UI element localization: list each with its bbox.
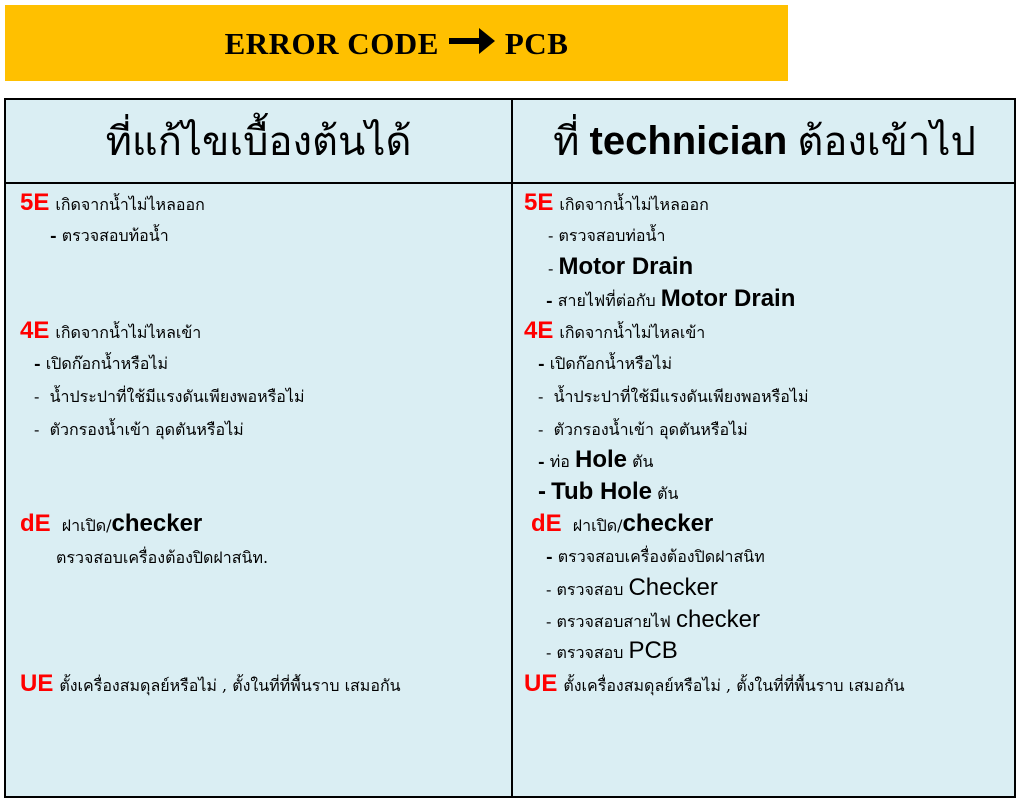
left-de-item-text: ตรวจสอบเครื่องต้องปิดฝาสนิท. (56, 548, 269, 567)
left-de-desc-en: checker (111, 510, 203, 537)
dash: - (546, 643, 552, 662)
right-header-word: technician (589, 118, 788, 163)
dash: - (50, 226, 57, 245)
right-de-desc-en: checker (622, 510, 714, 537)
dash: - (546, 291, 553, 310)
left-5e-item (50, 222, 169, 250)
error-code-table (4, 98, 1016, 798)
left-4e-item-text: ตัวกรองน้ำเข้า อุดตันหรือไม่ (49, 420, 244, 439)
right-ue-row (524, 670, 905, 700)
right-de-item (546, 574, 718, 604)
left-5e-item-text: ตรวจสอบท้อน้ำ (61, 226, 169, 245)
left-4e-item (34, 350, 168, 378)
dash: - (34, 420, 40, 439)
right-4e-item (538, 478, 678, 508)
code-de: dE (20, 510, 51, 537)
left-de-desc-thai: ฝาเปิด/ (61, 516, 112, 535)
right-header-suffix: ต้องเข้าไป (797, 119, 976, 164)
right-5e-item-en: Motor Drain (660, 285, 796, 312)
dash: - (546, 612, 552, 631)
right-4e-item (538, 350, 672, 378)
right-4e-item (538, 446, 653, 476)
left-4e-item-text: เปิดก๊อกน้ำหรือไม่ (45, 354, 168, 373)
title-banner (5, 5, 788, 81)
left-4e-item-text: น้ำประปาที่ใช้มีแรงดันเพียงพอหรือไม่ (49, 387, 305, 406)
dash: - (34, 354, 41, 373)
code-5e: 5E (20, 189, 50, 216)
dash: - (34, 387, 40, 406)
right-5e-item (548, 253, 693, 283)
right-4e-item-en: Hole (574, 446, 627, 473)
right-4e-item-en: Tub Hole (551, 478, 652, 505)
left-5e-desc: เกิดจากน้ำไม่ไหลออก (55, 195, 205, 214)
dash: - (546, 547, 553, 566)
dash: - (538, 387, 544, 406)
right-4e-item (538, 383, 809, 411)
left-4e-item (34, 383, 305, 411)
dash: - (546, 580, 552, 599)
dash: - (538, 478, 546, 505)
right-de-desc-thai: ฝาเปิด/ (572, 516, 623, 535)
right-4e-item-text: ท่อ (549, 452, 570, 471)
right-5e-desc: เกิดจากน้ำไม่ไหลออก (559, 195, 709, 214)
left-ue-row (20, 670, 401, 700)
left-4e-row (20, 317, 201, 347)
right-de-item-en: Checker (628, 574, 718, 601)
right-arrow-icon (449, 25, 495, 57)
right-4e-row (524, 317, 705, 347)
left-ue-desc: ตั้งเครื่องสมดุลย์หรือไม่ , ตั้งในที่ที่พื้นราบ เสมอกัน (59, 676, 401, 695)
header-divider (6, 182, 1014, 184)
right-de-row (531, 510, 713, 540)
column-divider (511, 100, 513, 796)
title-left: ERROR CODE (224, 25, 439, 61)
right-de-item (546, 543, 765, 571)
right-5e-item-text: ตรวจสอบท่อน้ำ (558, 226, 666, 245)
right-5e-item-text: Motor Drain (558, 253, 694, 280)
right-4e-item-post: ตัน (632, 452, 654, 471)
right-de-item (546, 637, 678, 667)
left-5e-row (20, 189, 205, 219)
right-de-item-text: ตรวจสอบ (556, 643, 624, 662)
right-header-prefix: ที่ (553, 119, 580, 164)
right-4e-desc: เกิดจากน้ำไม่ไหลเข้า (559, 323, 706, 342)
left-de-row (20, 510, 202, 540)
right-ue-desc: ตั้งเครื่องสมดุลย์หรือไม่ , ตั้งในที่ที่พื้นราบ เสมอกัน (563, 676, 905, 695)
right-4e-item-post: ตัน (657, 484, 679, 503)
right-de-item (546, 606, 760, 636)
right-4e-item-text: ตัวกรองน้ำเข้า อุดตันหรือไม่ (553, 420, 748, 439)
right-4e-item-text: น้ำประปาที่ใช้มีแรงดันเพียงพอหรือไม่ (553, 387, 809, 406)
code-de: dE (531, 510, 562, 537)
title-right: PCB (504, 25, 569, 61)
left-de-item (56, 544, 268, 572)
code-4e: 4E (524, 317, 554, 344)
right-5e-item (546, 285, 795, 315)
code-4e: 4E (20, 317, 50, 344)
dash: - (548, 259, 554, 278)
right-de-item-text: ตรวจสอบ (556, 580, 624, 599)
dash: - (538, 354, 545, 373)
right-de-item-text: ตรวจสอบเครื่องต้องปิดฝาสนิท (557, 547, 765, 566)
right-4e-item-text: เปิดก๊อกน้ำหรือไม่ (549, 354, 672, 373)
left-column-header: ที่แก้ไขเบื้องต้นได้ (105, 119, 412, 164)
right-5e-item-text: สายไฟที่ต่อกับ (557, 291, 656, 310)
dash: - (538, 452, 545, 471)
right-5e-row (524, 189, 709, 219)
code-ue: UE (20, 670, 54, 697)
right-column-header (513, 100, 1016, 182)
right-de-item-en: PCB (628, 637, 678, 664)
right-4e-item (538, 416, 748, 444)
left-4e-desc: เกิดจากน้ำไม่ไหลเข้า (55, 323, 202, 342)
dash: - (538, 420, 544, 439)
left-4e-item (34, 416, 244, 444)
right-de-item-en: checker (675, 606, 761, 633)
code-5e: 5E (524, 189, 554, 216)
code-ue: UE (524, 670, 558, 697)
dash: - (548, 226, 554, 245)
right-5e-item (548, 222, 665, 250)
right-de-item-text: ตรวจสอบสายไฟ (556, 612, 671, 631)
